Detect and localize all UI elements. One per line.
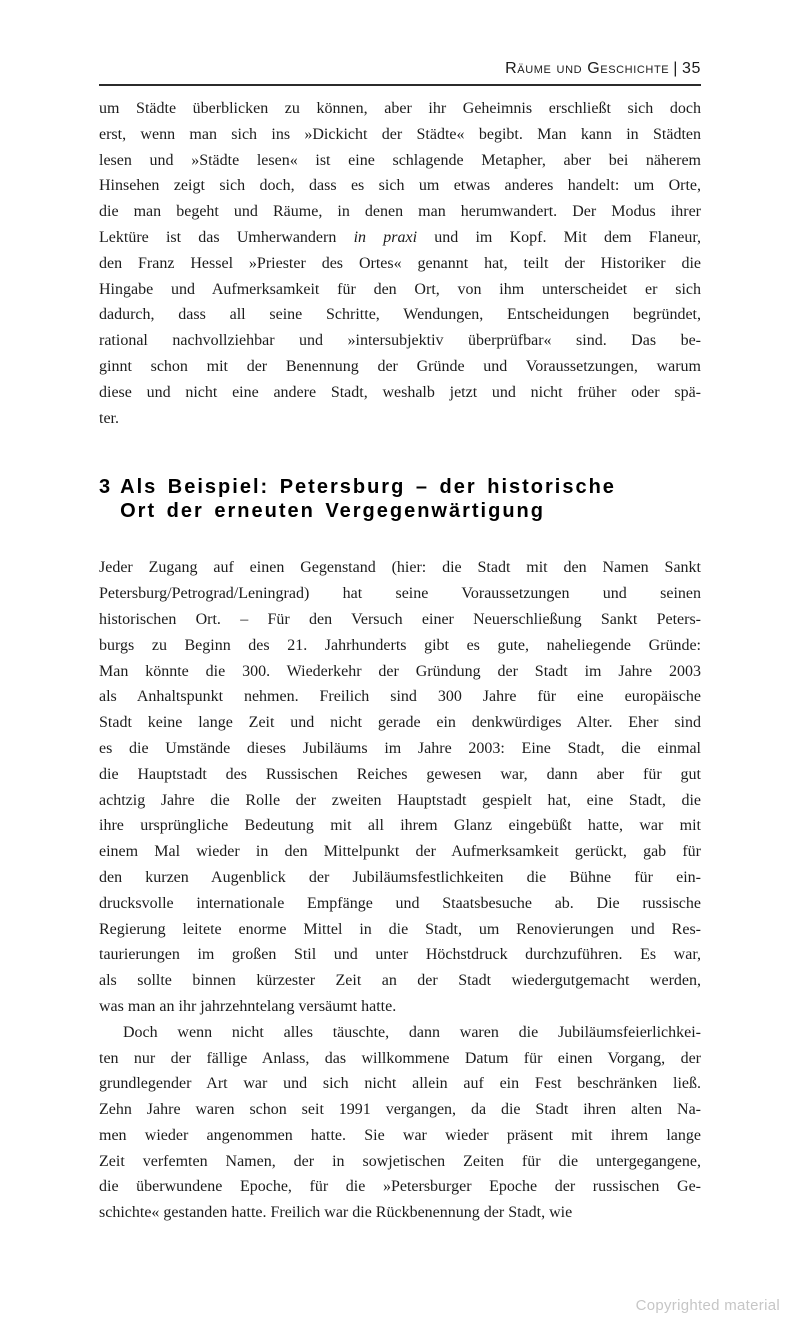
text-line: die Hauptstadt des Russischen Reiches gewesen war, dann aber für gut <box>99 765 701 783</box>
text-line: Zehn Jahre waren schon seit 1991 vergangen, da die Stadt ihren alten Na- <box>99 1101 701 1119</box>
chapter-title: Räume und Geschichte <box>505 60 670 77</box>
paragraph-1 <box>99 96 701 431</box>
header-separator: | <box>673 60 678 77</box>
text-column <box>99 0 701 1226</box>
text-line: ihre ursprüngliche Bedeutung mit all ihrem Glanz eingebüßt hatte, war mit <box>99 817 701 835</box>
text-line: grundlegender Art war und sich nicht allein auf ein Fest beschränken ließ. <box>99 1075 701 1093</box>
text-line: Doch wenn nicht alles täuschte, dann waren die Jubiläumsfeierlichkei- <box>123 1023 701 1041</box>
text-line: taurierungen im großen Stil und unter Höchstdruck durchzuführen. Es war, <box>99 946 701 964</box>
text-line: ter. <box>99 409 119 427</box>
text-line: Petersburg/Petrograd/Leningrad) hat seine Voraussetzungen und seinen <box>99 585 701 603</box>
running-head <box>99 0 701 79</box>
text-line: burgs zu Beginn des 21. Jahrhunderts gibt es gute, naheliegende Gründe: <box>99 636 701 654</box>
text-line: Zeit verfemten Namen, der in sowjetischen Zeiten für die untergegangene, <box>99 1152 701 1170</box>
header-rule <box>99 84 701 86</box>
heading-line-1: Als Beispiel: Petersburg – der historische <box>120 476 616 499</box>
text-line: dadurch, dass all seine Schritte, Wendungen, Entscheidungen begründet, <box>99 306 701 324</box>
text-line: einem Mal wieder in den Mittelpunkt der Aufmerksamkeit gerückt, gab für <box>99 843 701 861</box>
text-line: men wieder angenommen hatte. Sie war wieder präsent mit ihrem lange <box>99 1126 701 1144</box>
text-line: ten nur der fällige Anlass, das willkommene Datum für einen Vorgang, der <box>99 1049 701 1067</box>
text-line: Hinsehen zeigt sich doch, dass es sich um etwas anderes handelt: um Orte, <box>99 177 701 195</box>
heading-lines <box>120 475 701 523</box>
paragraph-3 <box>99 1020 701 1226</box>
section-heading <box>99 475 701 523</box>
heading-number: 3 <box>99 476 113 499</box>
text-line: die man begeht und Räume, in denen man herumwandert. Der Modus ihrer <box>99 203 701 221</box>
text-line: Jeder Zugang auf einen Gegenstand (hier: die Stadt mit den Namen Sankt <box>99 559 701 577</box>
text-line: Lektüre ist das Umherwandern in praxi und im Kopf. Mit dem Flaneur, <box>99 228 702 246</box>
text-line: Regierung leitete enorme Mittel in die Stadt, um Renovierungen und Res- <box>99 920 701 938</box>
copyright-watermark: Copyrighted material <box>635 1297 780 1314</box>
text-line: ginnt schon mit der Benennung der Gründe und Voraussetzungen, warum <box>99 357 701 375</box>
page-number: 35 <box>682 60 701 77</box>
text-line: als Anhaltspunkt nehmen. Freilich sind 300 Jahre für eine europäische <box>99 688 701 706</box>
text-line: Man könnte die 300. Wiederkehr der Gründung der Stadt im Jahre 2003 <box>99 662 701 680</box>
text-line: den Franz Hessel »Priester des Ortes« genannt hat, teilt der Historiker die <box>99 254 701 272</box>
text-line: lesen und »Städte lesen« ist eine schlagende Metapher, aber bei näherem <box>99 151 701 169</box>
text-line: diese und nicht eine andere Stadt, weshalb jetzt und nicht früher oder spä- <box>99 383 701 401</box>
heading-line-2: Ort der erneuten Vergegenwärtigung <box>120 500 545 523</box>
text-line: achtzig Jahre die Rolle der zweiten Hauptstadt gespielt hat, eine Stadt, die <box>99 791 701 809</box>
text-line: um Städte überblicken zu können, aber ihr Geheimnis erschließt sich doch <box>99 100 701 117</box>
text-line: rational nachvollziehbar und »intersubjektiv überprüfbar« sind. Das be- <box>99 332 701 350</box>
text-line: historischen Ort. – Für den Versuch einer Neuerschließung Sankt Peters- <box>99 610 701 628</box>
text-line: schichte« gestanden hatte. Freilich war die Rückbenennung der Stadt, wie <box>99 1204 573 1222</box>
text-line: Hingabe und Aufmerksamkeit für den Ort, von ihm unterscheidet er sich <box>99 280 701 298</box>
text-line: die überwundene Epoche, für die »Petersburger Epoche der russischen Ge- <box>99 1178 701 1196</box>
text-line: es die Umstände dieses Jubiläums im Jahre 2003: Eine Stadt, die einmal <box>99 739 701 757</box>
text-line: als sollte binnen kürzester Zeit an der Stadt wiedergutgemacht werden, <box>99 972 701 990</box>
text-line: Stadt keine lange Zeit und nicht gerade ein denkwürdiges Alter. Eher sind <box>99 714 701 732</box>
paragraph-2 <box>99 555 701 1019</box>
text-line: was man an ihr jahrzehntelang versäumt hatte. <box>99 997 397 1015</box>
text-line: drucksvolle internationale Empfänge und Staatsbesuche ab. Die russische <box>99 894 701 912</box>
text-line: erst, wenn man sich ins »Dickicht der Städte« begibt. Man kann in Städten <box>99 125 701 143</box>
text-line: den kurzen Augenblick der Jubiläumsfestlichkeiten die Bühne für ein- <box>99 868 701 886</box>
